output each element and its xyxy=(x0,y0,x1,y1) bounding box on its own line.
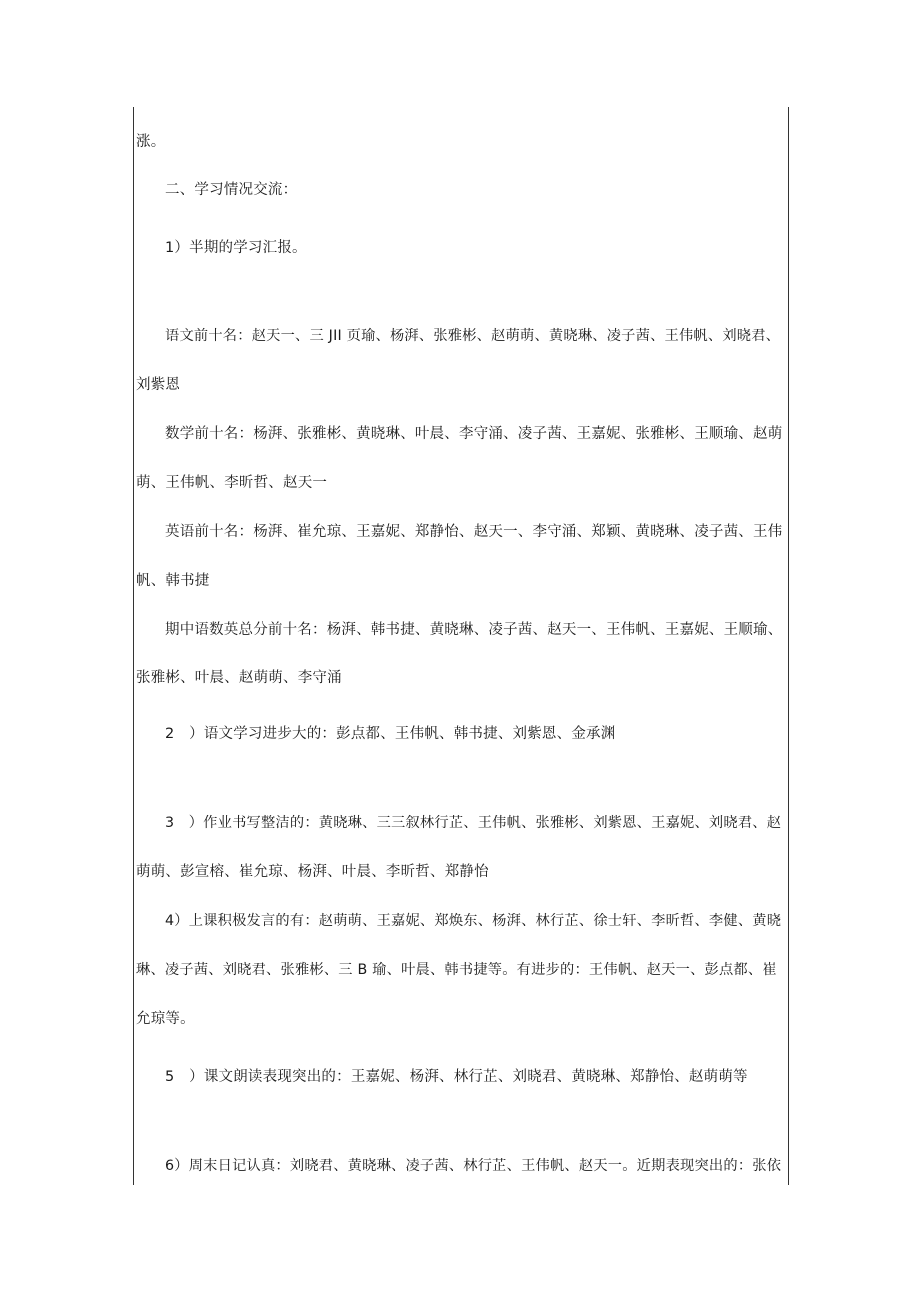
text-line: 语文前十名：赵天一、三 JII 页瑜、杨湃、张雅彬、赵萌萌、黄晓琳、凌子茜、王伟帆、刘晓君、 xyxy=(165,328,781,344)
text-line: 3 ）作业书写整洁的：黄晓琳、三三叙林行芷、王伟帆、张雅彬、刘紫恩、王嘉妮、刘晓君、赵 xyxy=(165,815,782,831)
text-line: 2 ）语文学习进步大的：彭点都、王伟帆、韩书捷、刘紫恩、金承渊 xyxy=(165,726,616,742)
table-border-left xyxy=(133,107,134,1185)
text-line: 萌、王伟帆、李昕哲、赵天一 xyxy=(136,475,328,491)
text-line: 琳、凌子茜、刘晓君、张雅彬、三 B 瑜、叶晨、韩书捷等。有进步的：王伟帆、赵天一、彭点都、崔 xyxy=(136,962,777,978)
text-line: 萌萌、彭宣榕、崔允琼、杨湃、叶晨、李昕哲、郑静怡 xyxy=(136,864,489,880)
subsection-heading: 1）半期的学习汇报。 xyxy=(165,240,307,256)
text-line: 允琼等。 xyxy=(136,1011,195,1027)
table-border-right xyxy=(788,107,789,1185)
text-line: 数学前十名：杨湃、张雅彬、黄晓琳、叶晨、李守涌、凌子茜、王嘉妮、张雅彬、王顺瑜、赵萌 xyxy=(165,426,783,442)
text-line: 4）上课积极发言的有：赵萌萌、王嘉妮、郑焕东、杨湃、林行芷、徐士轩、李昕哲、李健、黄晓 xyxy=(165,913,782,929)
text-line: 5 ）课文朗读表现突出的：王嘉妮、杨湃、林行芷、刘晓君、黄晓琳、郑静怡、赵萌萌等 xyxy=(165,1069,748,1085)
text-line: 6）周末日记认真：刘晓君、黄晓琳、凌子茜、林行芷、王伟帆、赵天一。近期表现突出的：张依 xyxy=(165,1158,782,1174)
text-line: 帆、韩书捷 xyxy=(136,573,210,589)
section-heading: 二、学习情况交流： xyxy=(165,182,298,198)
text-line: 英语前十名：杨湃、崔允琼、王嘉妮、郑静怡、赵天一、李守涌、郑颖、黄晓琳、凌子茜、王伟 xyxy=(165,524,783,540)
text-line: 期中语数英总分前十名：杨湃、韩书捷、黄晓琳、凌子茜、赵天一、王伟帆、王嘉妮、王顺瑜、 xyxy=(165,622,783,638)
text-line: 涨。 xyxy=(136,134,166,150)
text-line: 刘紫恩 xyxy=(136,377,181,393)
text-line: 张雅彬、叶晨、赵萌萌、李守涌 xyxy=(136,670,342,686)
